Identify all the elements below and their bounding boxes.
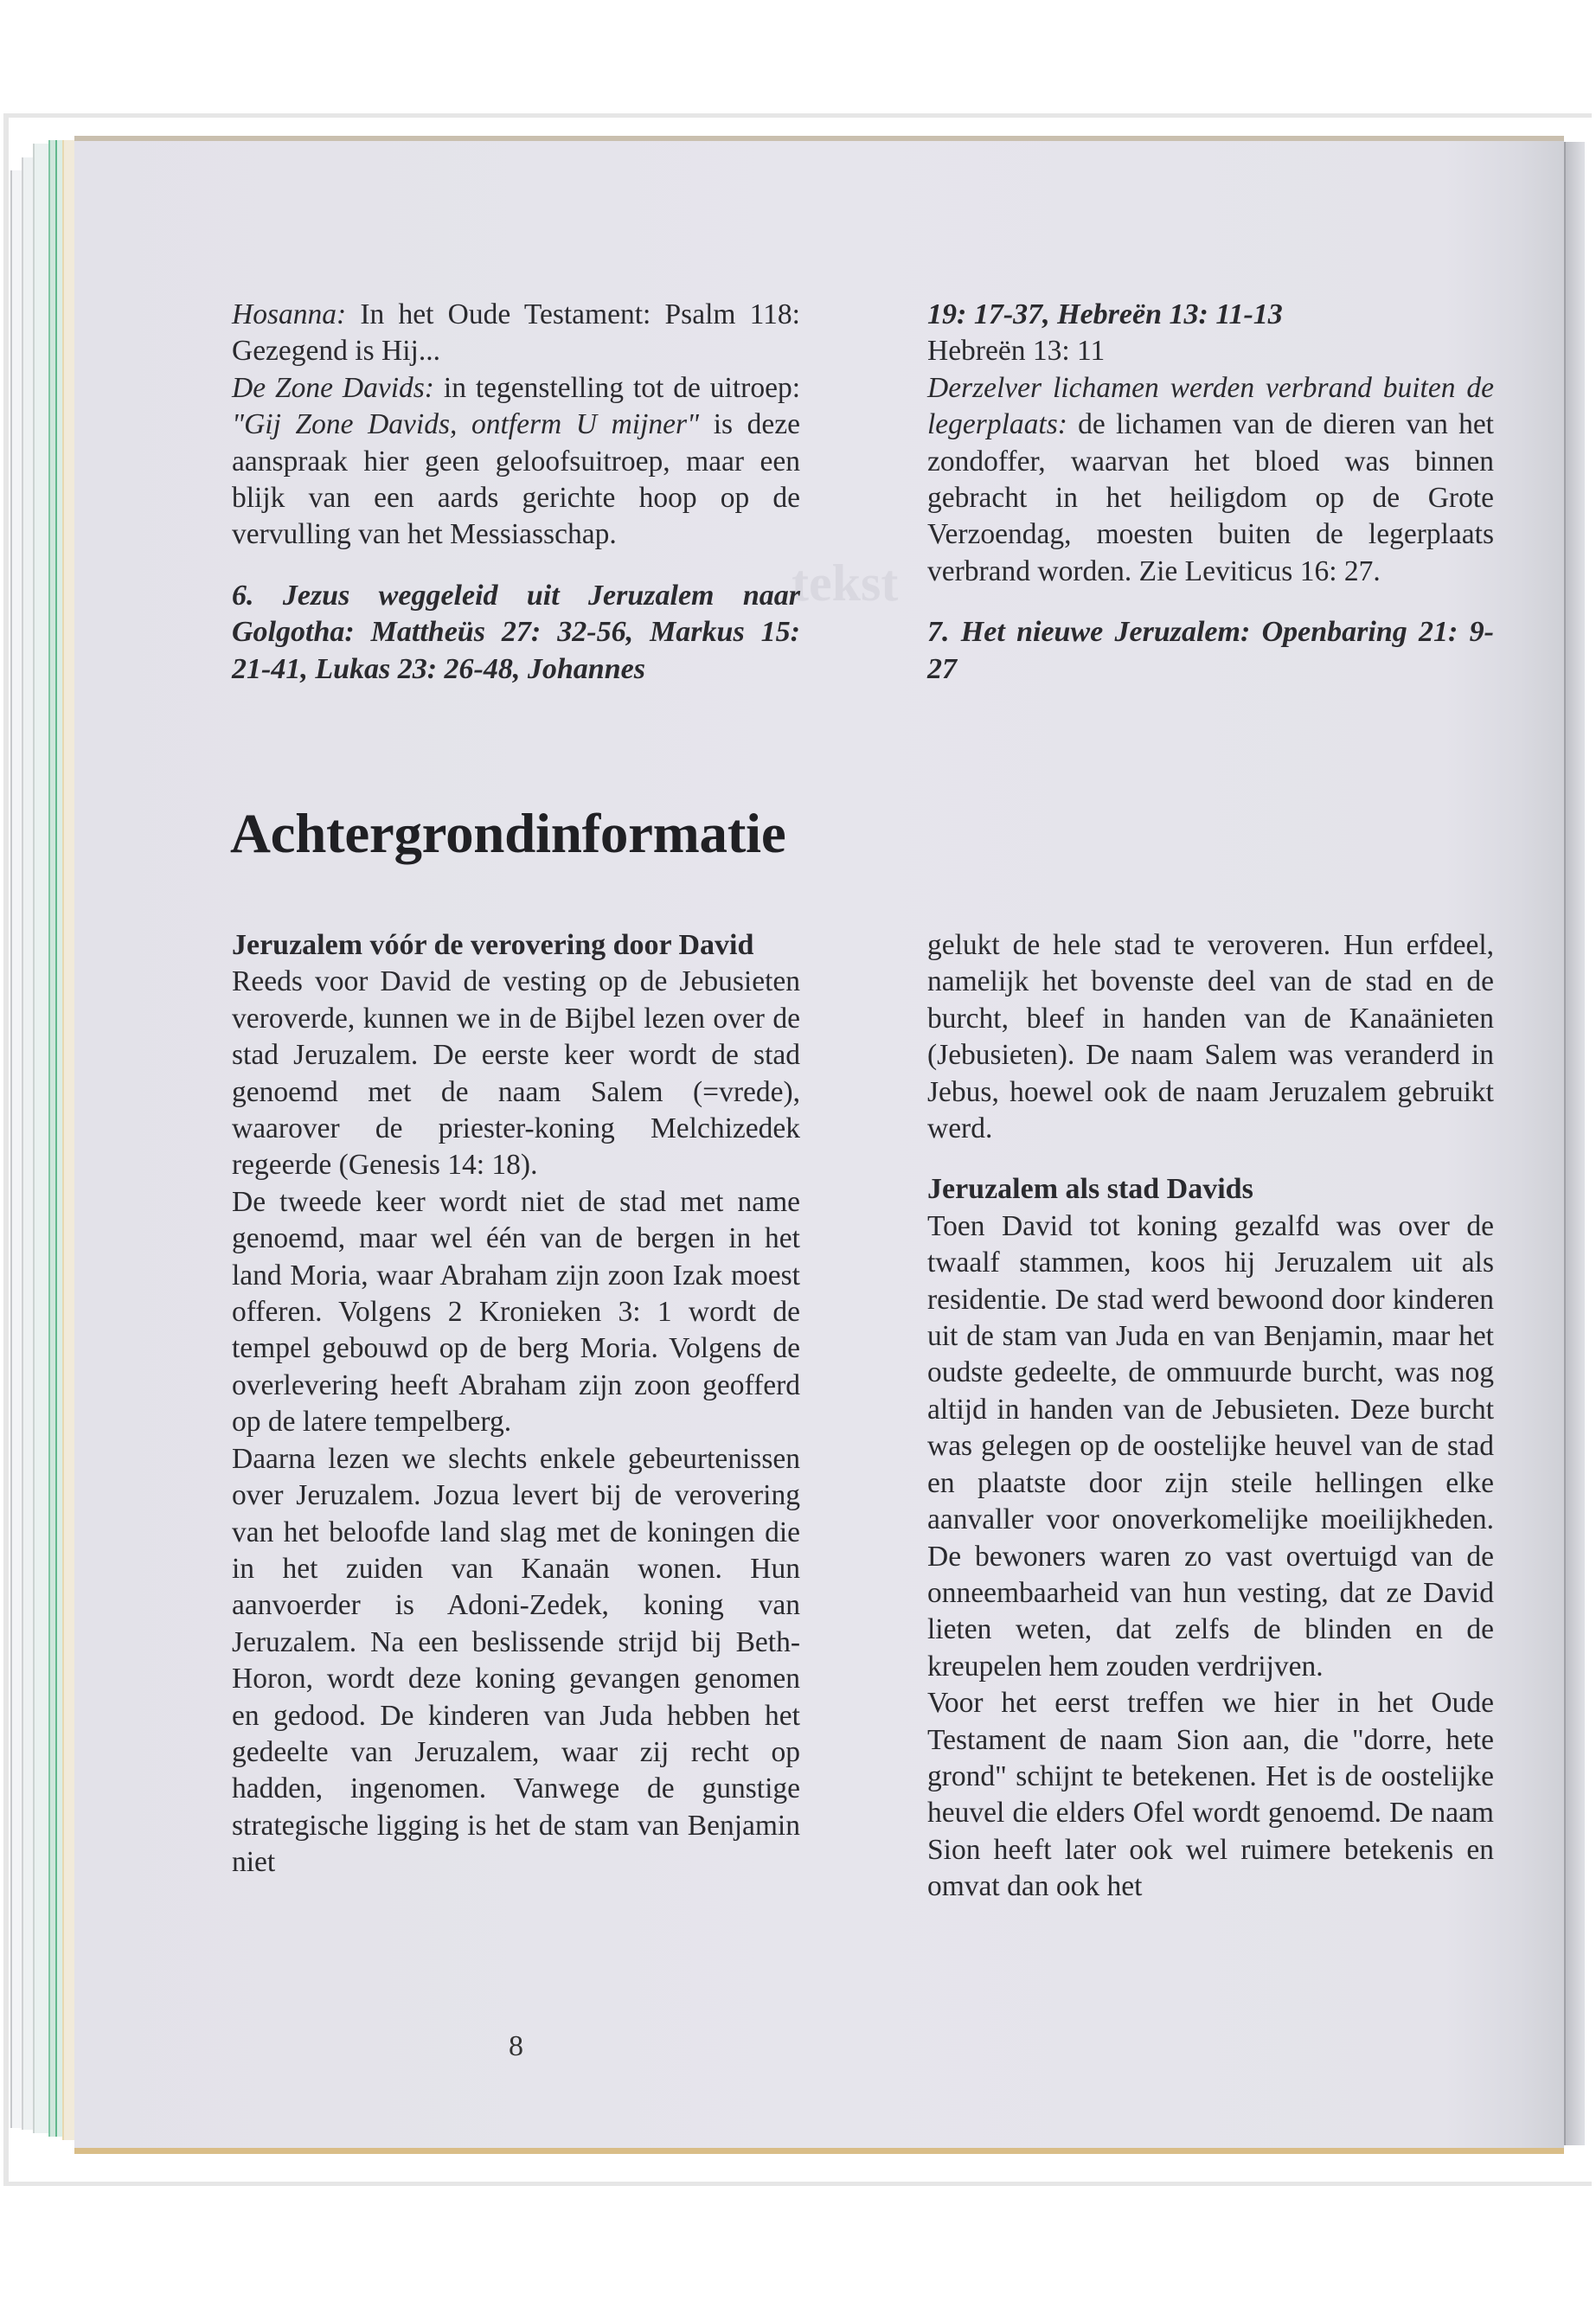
bleed-through-text: tekst <box>792 554 899 612</box>
note-text: de lichamen van de dieren van het zondoffer, waarvan het bloed was binnen gebracht in het heiligdom op de Grote Verzoendag, moesten buiten de legerplaats verbrand worden. Zie Leviticus 16: 27. <box>927 408 1494 587</box>
page-edge-green <box>55 140 62 2137</box>
legerplaats-note <box>927 370 1494 590</box>
page-edge-cream <box>62 140 74 2140</box>
term-hosanna: Hosanna: <box>232 298 347 330</box>
paragraph: Toen David tot koning gezalfd was over de twaalf stammen, koos hij Jeruzalem uit als residentie. De stad werd bewoond door kinderen uit de stam van Juda en van Benjamin, maar het oudste gedeelte, de ommuurde burcht, was nog altijd in handen van de Jebusieten. Deze burcht was gelegen op de oostelijke heuvel van de stad en plaatste door zijn steile hellingen elke aanvaller voor onoverkomelijke moeilijkheden. De bewoners waren zo vast overtuigd van de onneembaarheid van hun vesting, dat ze David lieten weten, dat zelfs de blinden en de kreupelen hem zouden verdrijven. <box>927 1209 1494 1682</box>
paragraph: Daarna lezen we slechts enkele gebeurtenissen over Jeruzalem. Jozua levert bij de verovering van het beloofde land slag met de koningen die in het zuiden van Kanaän wonen. Hun aanvoerder is Adoni-Zedek, koning van Jeruzalem. Na een beslissende strijd bij Beth-Horon, wordt deze koning gevangen genomen en gedood. De kinderen van Juda hebben het gedeelte van Jeruzalem, waar zij recht op hadden, ingenomen. Vanwege de gunstige strategische ligging is het de stam van Benjamin niet <box>232 1442 800 1879</box>
zone-davids-note <box>232 370 800 554</box>
reference-heading: Hebreën 13: 11 <box>927 335 1106 368</box>
section-6-heading: 6. Jezus weggeleid uit Jeruzalem naar Golgotha: Mattheüs 27: 32-56, Markus 15: 21-41, Lukas 23: 26-48, Johannes <box>232 579 800 685</box>
note-text: is deze aanspraak hier geen geloofsuitroep, maar een blijk van een aards gerichte hoop op de vervulling van het Messiasschap. <box>232 408 801 551</box>
paragraph: De tweede keer wordt niet de stad met name genoemd, maar wel één van de bergen in het land Moria, waar Abraham zijn zoon Izak moest offeren. Volgens 2 Kronieken 3: 1 wordt de tempel gebouwd op de berg Moria. Volgens de overlevering heeft Abraham zijn zoon geofferd op de latere tempelberg. <box>232 1185 800 1439</box>
note-text: in tegenstelling tot de uitroep: <box>433 371 800 404</box>
book-spine <box>1564 142 1585 2145</box>
right-column-body <box>927 927 1494 1906</box>
section-6-heading-cont: 19: 17-37, Hebreën 13: 11-13 <box>927 298 1283 330</box>
paragraph: Voor het eerst treffen we hier in het Oude Testament de naam Sion aan, die "dorre, hete grond" schijnt te betekenen. Het is de oostelijke heuvel die elders Ofel wordt genoemd. De naam Sion heeft later ook wel ruimere betekenis en omvat dan ook het <box>927 1687 1494 1903</box>
note-text: In het Oude Testament: Psalm 118: Gezegend is Hij... <box>232 298 800 368</box>
paragraph: Reeds voor David de vesting op de Jebusieten veroverde, kunnen we in de Bijbel lezen over de stad Jeruzalem. De eerste keer wordt de stad genoemd met de naam Salem (=vrede), waarover de priester-koning Melchizedek regeerde (Genesis 14: 18). <box>232 965 800 1182</box>
spacer <box>232 554 800 578</box>
spacer <box>927 1147 1494 1171</box>
left-column-top <box>232 297 800 688</box>
right-column-top <box>927 297 1494 688</box>
hosanna-note <box>232 297 800 370</box>
quote: "Gij Zone Davids, ontferm U mijner" <box>232 408 700 441</box>
page-number: 8 <box>509 2030 523 2062</box>
left-column-body <box>232 927 800 1881</box>
term-zone-davids: De Zone Davids: <box>232 371 434 404</box>
paragraph: gelukt de hele stad te veroveren. Hun erfdeel, namelijk het bovenste deel van de stad en de burcht, bleef in handen van de Kanaänieten (Jebusieten). De naam Salem was veranderd in Jebus, hoewel ook de naam Jeruzalem gebruikt werd. <box>927 929 1494 1145</box>
subheading-voor-verovering: Jeruzalem vóór de verovering door David <box>232 929 754 961</box>
subheading-stad-davids: Jeruzalem als stad Davids <box>927 1173 1253 1206</box>
main-heading: Achtergrondinformatie <box>230 803 786 865</box>
spacer <box>927 590 1494 614</box>
section-7-heading: 7. Het nieuwe Jeruzalem: Openbaring 21: 9-27 <box>927 616 1494 685</box>
term-legerplaats: Derzelver lichamen werden verbrand buiten de legerplaats: <box>927 371 1494 441</box>
